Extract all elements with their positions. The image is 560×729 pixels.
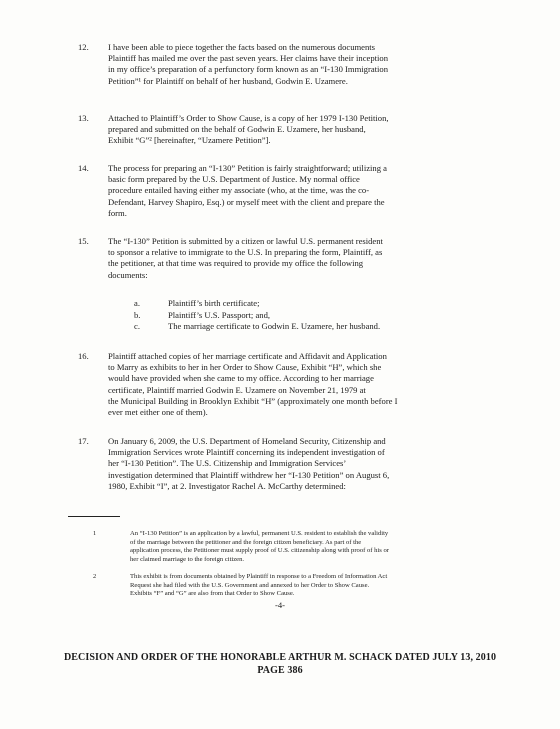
paragraph-line: documents:: [108, 269, 148, 280]
decision-footer: [0, 652, 560, 677]
paragraph-line: basic form prepared by the U.S. Department of Justice. My normal office: [108, 174, 360, 185]
paragraph-line: I have been able to piece together the facts based on the numerous documents: [108, 42, 376, 52]
paragraph-line: to Marry as exhibits to her in her Order to Show Cause, Exhibit “H”, which she: [108, 362, 382, 373]
paragraph-line: form.: [108, 207, 127, 218]
paragraph-15: [78, 236, 480, 281]
paragraph-line: would have provided when she came to my office. According to her marriage: [108, 373, 374, 384]
list-item: [134, 298, 474, 310]
paragraph-number: 12.: [78, 42, 89, 52]
footer-page: PAGE 386: [257, 664, 303, 676]
footnote-line: An “I-130 Petition” is an application by a lawful, permanent U.S. resident to establish the validity: [130, 530, 389, 537]
paragraph-line: On January 6, 2009, the U.S. Department of Homeland Security, Citizenship and: [108, 436, 386, 446]
paragraph-line: Plaintiff attached copies of her marriage certificate and Affidavit and Application: [108, 351, 387, 361]
footnote-separator: [68, 516, 120, 517]
footnote-line: of the marriage between the petitioner and the foreign citizen beneficiary. As part of the: [130, 538, 362, 546]
footnote-line: Exhibits “F” and “G” are also from that Order to Show Cause.: [130, 590, 295, 598]
paragraph-number: 17.: [78, 436, 89, 446]
paragraph-line: Immigration Services wrote Plaintiff concerning its independent investigation of: [108, 447, 385, 458]
list-item: [134, 310, 474, 322]
list-item: [134, 321, 474, 333]
paragraph-13: [78, 113, 480, 147]
list-text: Plaintiff’s birth certificate;: [168, 298, 260, 308]
footnote-2: [93, 573, 480, 599]
paragraph-line: certificate, Plaintiff married Godwin E. Uzamere on November 21, 1979 at: [108, 384, 366, 395]
footnote-number: 1: [93, 530, 97, 537]
paragraph-line: investigation determined that Plaintiff withdrew her “I-130 Petition” on August 6,: [108, 469, 390, 480]
paragraph-line: Defendant, Harvey Shapiro, Esq.) or myself meet with the client and prepare the: [108, 196, 385, 207]
documents-list: [134, 298, 474, 333]
footnote-line: her claimed marriage to the foreign citizen.: [130, 555, 245, 563]
footer-title: DECISION AND ORDER OF THE HONORABLE ARTHUR M. SCHACK DATED JULY 13, 2010: [63, 652, 497, 663]
list-text: The marriage certificate to Godwin E. Uzamere, her husband.: [168, 321, 381, 332]
list-letter: c.: [134, 321, 140, 332]
paragraph-line: 1980, Exhibit “I”, at 2. Investigator Rachel A. McCarthy determined:: [108, 480, 346, 491]
footnote-1: [93, 530, 480, 564]
footnote-number: 2: [93, 573, 97, 580]
paragraph-line: her “I-130 Petition”. The U.S. Citizenship and Immigration Services’: [108, 458, 347, 469]
paragraph-line: The process for preparing an “I-130” Petition is fairly straightforward; utilizing a: [108, 163, 387, 173]
paragraph-line: Petition”¹ for Plaintiff on behalf of her husband, Godwin E. Uzamere.: [108, 75, 348, 86]
paragraph-line: Plaintiff has mailed me over the past seven years. Her claims have their inception: [108, 53, 389, 64]
footnote-line: application process, the Petitioner must supply proof of U.S. citizenship along with proof of his or: [130, 547, 389, 555]
paragraph-line: procedure entailed having either my associate (who, at the time, was the co-: [108, 185, 370, 196]
page-number: -4-: [274, 600, 286, 610]
paragraph-line: to sponsor a relative to immigrate to the U.S. In preparing the form, Plaintiff, as: [108, 247, 383, 258]
list-text: Plaintiff’s U.S. Passport; and,: [168, 309, 271, 320]
paragraph-12: [78, 42, 480, 87]
paragraph-line: in my office’s preparation of a perfunctory form known as an “I-130 Immigration: [108, 64, 389, 75]
paragraph-17: [78, 436, 480, 492]
paragraph-line: ever met either one of them).: [108, 407, 208, 418]
paragraph-number: 15.: [78, 236, 89, 246]
paragraph-line: the Municipal Building in Brooklyn Exhibit “H” (approximately one month before I: [108, 395, 398, 406]
paragraph-line: Attached to Plaintiff’s Order to Show Cause, is a copy of her 1979 I-130 Petition,: [108, 113, 389, 123]
paragraph-number: 16.: [78, 351, 89, 361]
footnote-line: Request she had filed with the U.S. Government and annexed to her Order to Show Cause.: [130, 581, 370, 589]
list-letter: b.: [134, 309, 141, 320]
paragraph-line: The “I-130” Petition is submitted by a citizen or lawful U.S. permanent resident: [108, 236, 383, 246]
paragraph-14: [78, 163, 480, 219]
paragraph-line: Exhibit “G”² [hereinafter, “Uzamere Petition”].: [108, 135, 271, 146]
paragraph-number: 14.: [78, 163, 89, 173]
paragraph-line: prepared and submitted on the behalf of Godwin E. Uzamere, her husband,: [108, 124, 366, 135]
paragraph-line: the petitioner, at that time was required to provide my office the following: [108, 258, 364, 269]
list-letter: a.: [134, 298, 140, 308]
footnote-line: This exhibit is from documents obtained by Plaintiff in response to a Freedom of Information Act: [130, 573, 388, 580]
paragraph-number: 13.: [78, 113, 89, 123]
paragraph-16: [78, 351, 480, 418]
